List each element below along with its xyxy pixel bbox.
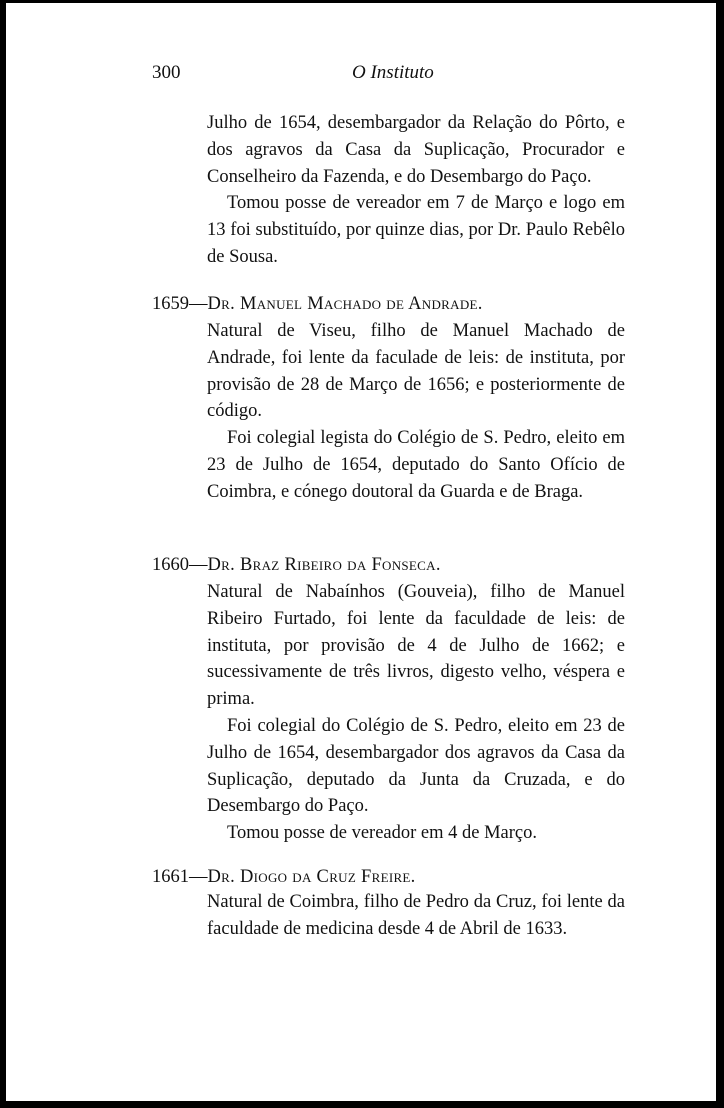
entry-body-1659 bbox=[207, 318, 625, 506]
paragraph: Foi colegial do Colégio de S. Pedro, eleito em 23 de Julho de 1654, desembargador dos agravos da Casa da Suplicação, deputado da Junta da Cruzada, e do Desembargo do Paço. bbox=[207, 715, 625, 817]
paragraph: Foi colegial legista do Colégio de S. Pedro, eleito em 23 de Julho de 1654, deputado do Santo Ofício de Coimbra, e cónego doutoral da Guarda e de Braga. bbox=[207, 428, 625, 502]
entry-year: 1660— bbox=[152, 555, 208, 575]
entry-name: Dr. Braz Ribeiro da Fonseca. bbox=[207, 555, 441, 575]
paragraph: Tomou posse de vereador em 7 de Março e logo em 13 foi substituído, por quinze dias, por Dr. Paulo Rebêlo de Sousa. bbox=[207, 193, 625, 267]
paragraph: Julho de 1654, desembargador da Relação do Pôrto, e dos agravos da Casa da Suplicação, Procurador e Conselheiro da Fazenda, e do Desembargo do Paço. bbox=[207, 113, 625, 187]
entry-name: Dr. Manuel Machado de Andrade. bbox=[207, 294, 483, 314]
entry-year: 1661— bbox=[152, 867, 208, 887]
entry-heading-1661 bbox=[152, 864, 416, 890]
scan-border-bottom bbox=[0, 1101, 724, 1108]
paragraph: Tomou posse de vereador em 4 de Março. bbox=[227, 823, 538, 844]
entry-body-1661 bbox=[207, 889, 625, 943]
continuation-text bbox=[207, 110, 625, 271]
entry-body-1660 bbox=[207, 579, 625, 847]
scan-border-top bbox=[0, 0, 724, 3]
scan-border-left bbox=[0, 0, 6, 1108]
entry-heading-1660 bbox=[152, 552, 441, 578]
scan-border-right bbox=[716, 0, 724, 1108]
paragraph: Natural de Coimbra, filho de Pedro da Cruz, foi lente da faculdade de medicina desde 4 de Abril de 1633. bbox=[207, 892, 625, 939]
paragraph: Natural de Nabaínhos (Gouveia), filho de Manuel Ribeiro Furtado, foi lente da faculdade de leis: de instituta, por provisão de 4 de Julho de 1662; e sucessivamente de três livros, digesto velho, véspera e prima. bbox=[207, 582, 625, 710]
entry-year: 1659— bbox=[152, 294, 208, 314]
page-number: 300 bbox=[152, 62, 181, 83]
page-header bbox=[150, 62, 630, 90]
paragraph: Natural de Viseu, filho de Manuel Machado de Andrade, foi lente da faculade de leis: de instituta, por provisão de 28 de Março de 1656; e posteriormente de código. bbox=[207, 321, 625, 422]
entry-heading-1659 bbox=[152, 291, 483, 317]
entry-name: Dr. Diogo da Cruz Freire. bbox=[207, 867, 416, 887]
running-title: O Instituto bbox=[352, 62, 434, 83]
